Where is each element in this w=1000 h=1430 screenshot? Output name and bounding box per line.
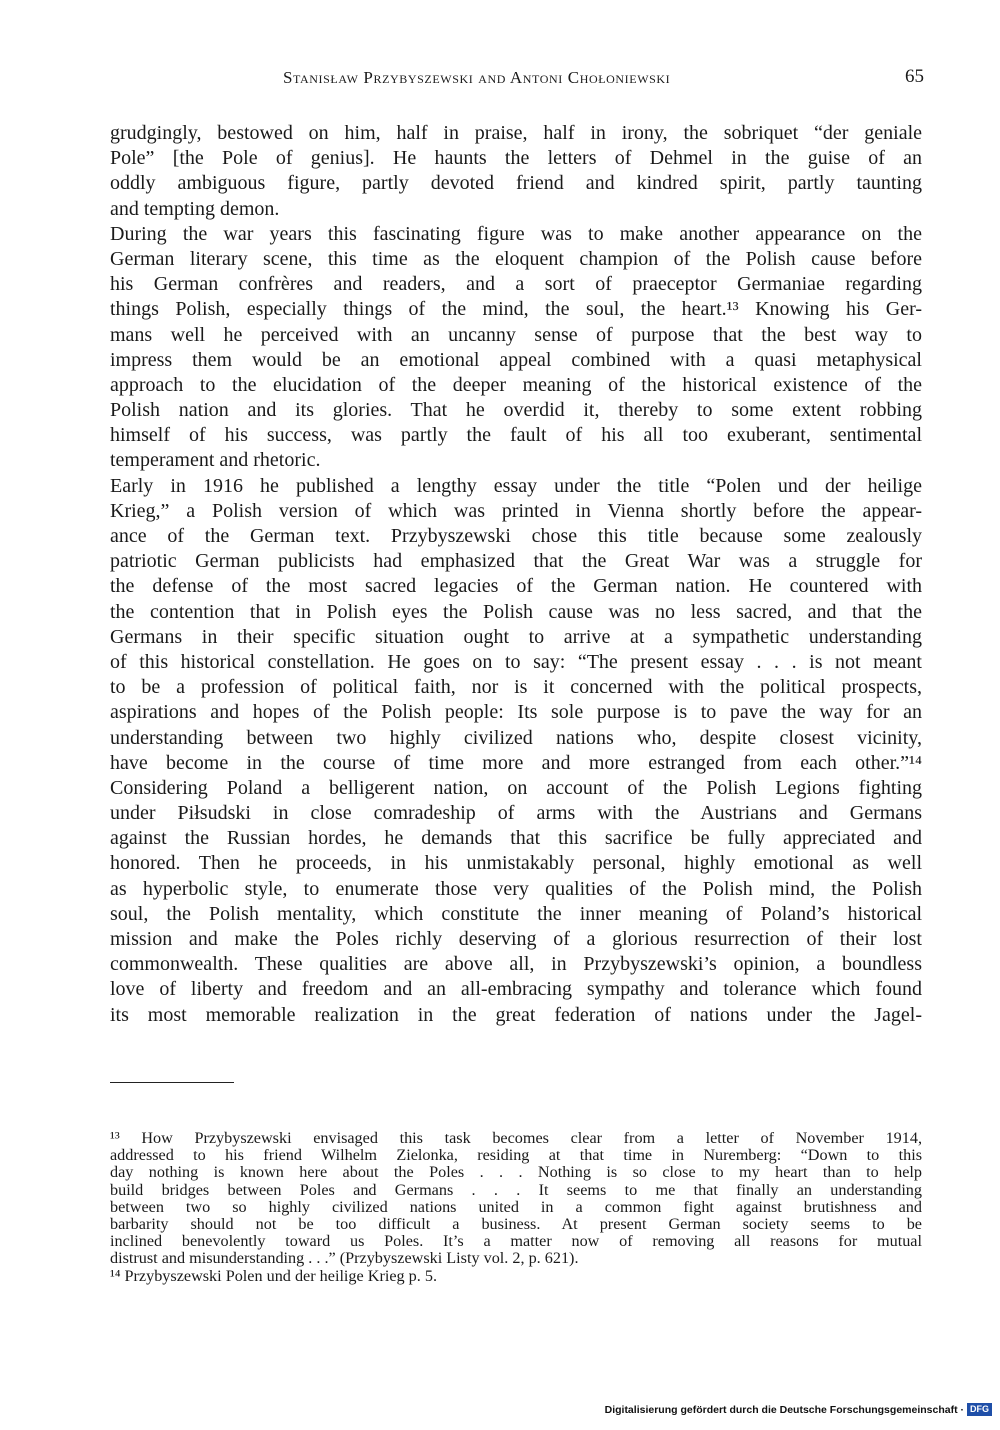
text-line: as hyperbolic style, to enumerate those very qualities of the Polish mind, the Polish bbox=[110, 877, 922, 900]
text-line: Considering Poland a belligerent nation, on account of the Polish Legions fighting bbox=[110, 776, 922, 799]
text-line: Pole” [the Pole of genius]. He haunts the letters of Dehmel in the guise of an bbox=[110, 147, 922, 170]
footnote-line: ¹³ How Przybyszewski envisaged this task becomes clear from a letter of November 1914, bbox=[110, 1129, 922, 1147]
text-line: During the war years this fascinating figure was to make another appearance on the bbox=[110, 222, 922, 245]
dfg-logo-icon: DFG bbox=[967, 1403, 992, 1416]
text-line: Germans in their specific situation ought to arrive at a sympathetic understanding bbox=[110, 625, 922, 648]
text-line: German literary scene, this time as the eloquent champion of the Polish cause before bbox=[110, 247, 922, 270]
footnotes bbox=[110, 1130, 922, 1285]
text-line: the contention that in Polish eyes the Polish cause was no less sacred, and that the bbox=[110, 600, 922, 623]
page-number: 65 bbox=[905, 66, 924, 87]
text-line: the defense of the most sacred legacies of the German nation. He countered with bbox=[110, 575, 922, 598]
text-line: of this historical constellation. He goes on to say: “The present essay . . . is not meant bbox=[110, 650, 922, 673]
footnote-line: day nothing is known here about the Poles . . . Nothing is so close to my heart than to help bbox=[110, 1163, 922, 1182]
footnote-line: distrust and misunderstanding . . .” (Przybyszewski Listy vol. 2, p. 621). bbox=[110, 1249, 579, 1268]
text-line: ance of the German text. Przybyszewski chose this title because some zealously bbox=[110, 525, 922, 547]
text-line: soul, the Polish mentality, which constitute the inner meaning of Poland’s historical bbox=[110, 902, 922, 925]
text-line: himself of his success, was partly the fault of his all too exuberant, sentimental bbox=[110, 424, 922, 447]
text-line: and tempting demon. bbox=[110, 197, 280, 220]
credit-text: Digitalisierung gefördert durch die Deutsche Forschungsgemeinschaft · bbox=[604, 1403, 964, 1416]
footnote-line: build bridges between Poles and Germans . . . It seems to me that finally an understanding bbox=[110, 1180, 922, 1199]
text-line: to be a profession of political faith, nor is it concerned with the political prospects, bbox=[110, 676, 922, 699]
text-line: have become in the course of time more and more estranged from each other.”¹⁴ bbox=[110, 751, 922, 774]
text-line: honored. Then he proceeds, in his unmistakably personal, highly emotional as well bbox=[110, 852, 922, 875]
text-line: understanding between two highly civilized nations who, despite closest vicinity, bbox=[110, 726, 922, 749]
text-line: patriotic German publicists had emphasized that the Great War was a struggle for bbox=[110, 550, 922, 573]
text-line: its most memorable realization in the great federation of nations under the Jagel- bbox=[110, 1003, 922, 1026]
text-line: Krieg,” a Polish version of which was printed in Vienna shortly before the appear- bbox=[110, 499, 922, 522]
text-line: commonwealth. These qualities are above all, in Przybyszewski’s opinion, a boundless bbox=[110, 953, 922, 976]
text-line: mans well he perceived with an uncanny sense of purpose that the best way to bbox=[110, 323, 922, 346]
text-line: mission and make the Poles richly deserving of a glorious resurrection of their lost bbox=[110, 928, 922, 950]
text-line: impress them would be an emotional appeal combined with a quasi metaphysical bbox=[110, 348, 922, 371]
text-line: Polish nation and its glories. That he overdid it, thereby to some extent robbing bbox=[110, 399, 922, 422]
text-line: under Piłsudski in close comradeship of arms with the Austrians and Germans bbox=[110, 802, 922, 825]
text-line: temperament and rhetoric. bbox=[110, 449, 321, 472]
text-line: things Polish, especially things of the mind, the soul, the heart.¹³ Knowing his Ger- bbox=[110, 298, 922, 321]
text-line: against the Russian hordes, he demands that this sacrifice be fully appreciated and bbox=[110, 827, 922, 850]
main-text bbox=[110, 121, 922, 1028]
running-head: Stanisław Przybyszewski and Antoni Chołoniewski bbox=[283, 68, 671, 87]
text-line: his German confrères and readers, and a sort of praeceptor Germaniae regarding bbox=[110, 273, 922, 296]
footnote-line: barbarity should not be too difficult a business. At present German society seems to be bbox=[110, 1214, 922, 1233]
text-line: aspirations and hopes of the Polish people: Its sole purpose is to pave the way for an bbox=[110, 701, 922, 724]
text-line: approach to the elucidation of the deeper meaning of the historical existence of the bbox=[110, 373, 922, 396]
text-line: Early in 1916 he published a lengthy essay under the title “Polen und der heilige bbox=[110, 474, 922, 497]
text-line: love of liberty and freedom and an all-embracing sympathy and tolerance which found bbox=[110, 978, 922, 1001]
footnote-line: inclined benevolently toward us Poles. It’s a matter now of removing all reasons for mutual bbox=[110, 1232, 922, 1251]
footnote-line: addressed to his friend Wilhelm Zielonka, residing at that time in Nuremberg: “Down to this bbox=[110, 1146, 922, 1165]
text-line: oddly ambiguous figure, partly devoted friend and kindred spirit, partly taunting bbox=[110, 172, 922, 195]
footnote-line: ¹⁴ Przybyszewski Polen und der heilige Krieg p. 5. bbox=[110, 1266, 437, 1285]
footnote-line: between two so highly civilized nations united in a common fight against brutishness and bbox=[110, 1197, 922, 1216]
footnote-rule bbox=[110, 1082, 234, 1083]
digitization-credit bbox=[605, 1403, 992, 1416]
text-line: grudgingly, bestowed on him, half in praise, half in irony, the sobriquet “der geniale bbox=[110, 122, 922, 144]
